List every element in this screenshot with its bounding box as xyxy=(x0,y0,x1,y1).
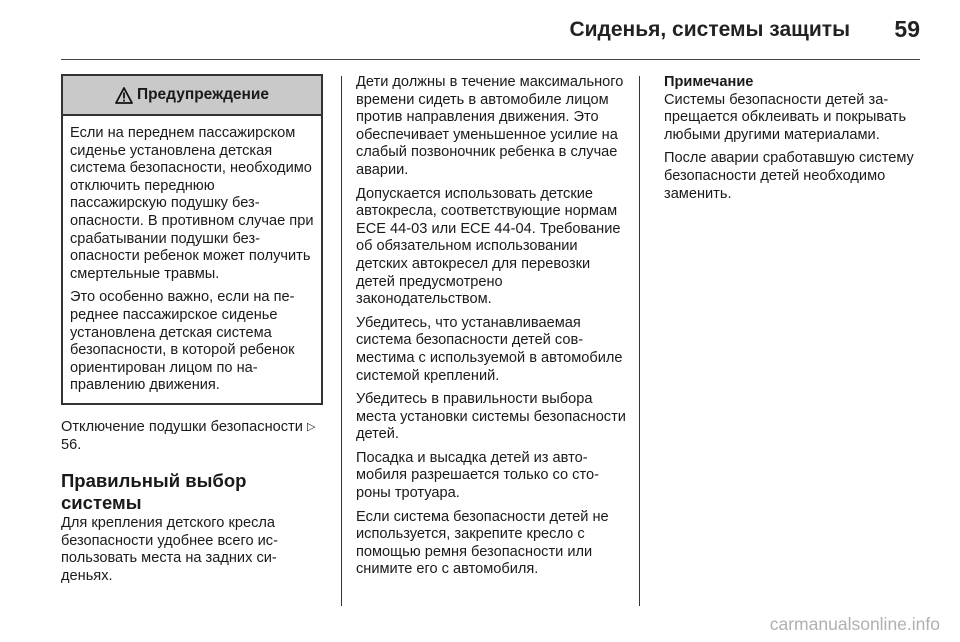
body-paragraph: Если система безопасности детей не используется, закрепите кресло с помощью ремня безопасности или снимите его с автомобиля. xyxy=(356,508,609,578)
airbag-cross-reference xyxy=(61,419,323,454)
column-3 xyxy=(664,74,924,209)
header-rule xyxy=(61,59,920,60)
section-heading: Правильный выбор системы xyxy=(61,470,247,514)
warning-paragraph: Это особенно важно, если на переднее пассажирское сиденье установлена детская система безопасности, в которой ребенок ориентирован лицом по направлению движения. xyxy=(70,289,295,394)
column-divider xyxy=(639,76,640,606)
body-paragraph: Убедитесь, что устанавливаемая система безопасности детей совместима с используемой в автомобиле системой креплений. xyxy=(356,314,623,384)
warning-box xyxy=(61,74,323,405)
body-paragraph: Допускается использовать детские автокресла, соответствующие нормам ECE 44-03 или ECE 44-04. Требование об обязательном использовании детских автокресел для перевозки детей предусмотрено законодательством. xyxy=(356,185,621,308)
body-paragraph: После аварии сработавшую систему безопасности детей необходимо заменить. xyxy=(664,150,914,202)
body-paragraph: Убедитесь в правильности выбора места установки системы безопасности детей. xyxy=(356,391,626,443)
airbag-ref-text: Отключение подушки безопасности xyxy=(61,418,303,435)
body-paragraph: Дети должны в течение максимального времени сидеть в автомобиле лицом против направления движения. Это обеспечивает уменьшенное усилие на слабый позвоночник ребенка в случае аварии. xyxy=(356,74,624,178)
page-title: Сиденья, системы защиты xyxy=(569,18,850,41)
page-number: 59 xyxy=(894,16,920,42)
body-paragraph: Посадка и высадка детей из автомобиля разрешается только со стороны тротуара. xyxy=(356,449,599,502)
warning-header xyxy=(63,76,321,116)
column-2 xyxy=(356,74,626,585)
column-1 xyxy=(61,74,323,591)
note-title: Примечание xyxy=(664,74,754,90)
warning-title: Предупреждение xyxy=(136,86,270,103)
column-divider xyxy=(341,76,342,606)
warning-triangle-icon xyxy=(115,87,133,104)
watermark-link[interactable]: carmanualsonline.info xyxy=(769,614,940,634)
warning-body xyxy=(63,116,321,403)
section-paragraph: Для крепления детского кресла безопасности удобнее всего использовать места на задних сиденьях. xyxy=(61,515,278,584)
warning-paragraph: Если на переднем пассажирском сиденье установлена детская система безопасности, необходимо отключить переднюю пассажирскую подушку безопасности. В противном случае при срабатывании подушки безопасности ребенок может получить смертельные травмы. xyxy=(70,125,314,282)
cross-reference-arrow-icon: ▷ xyxy=(306,420,316,433)
note-text: Системы безопасности детей запрещается обклеивать и покрывать любыми другими материалами. xyxy=(664,91,907,143)
airbag-ref-page: 56. xyxy=(61,436,82,453)
